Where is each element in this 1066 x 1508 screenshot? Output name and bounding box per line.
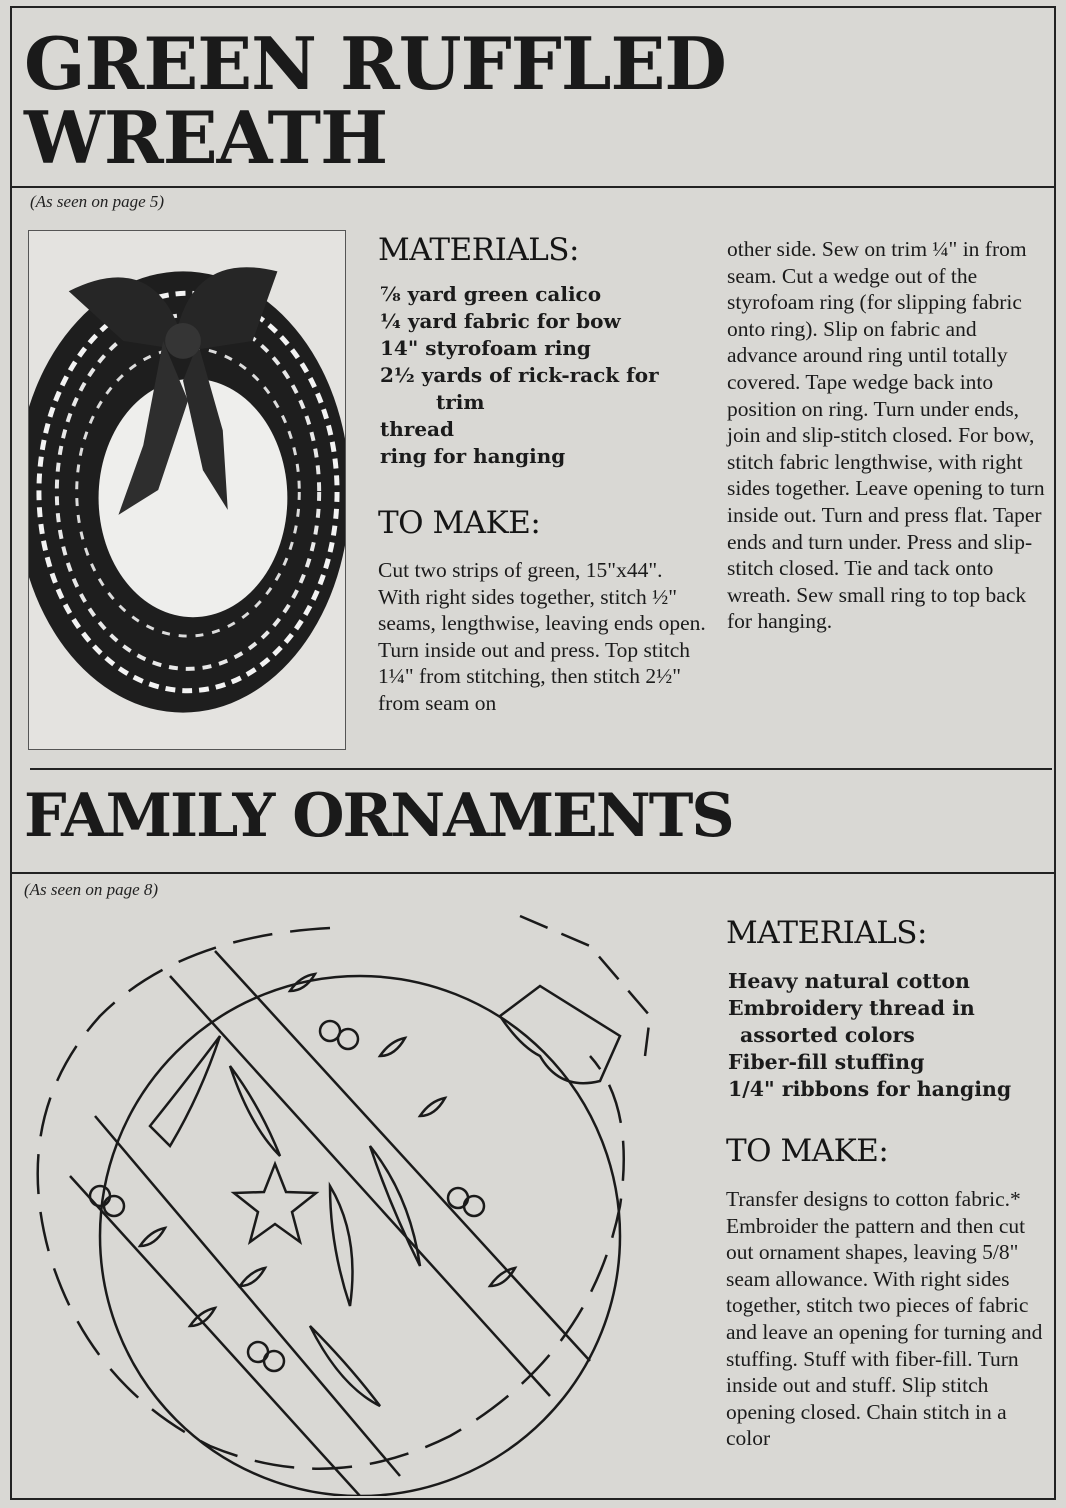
list-item: ring for hanging bbox=[380, 444, 566, 468]
ornaments-title: FAMILY ORNAMENTS bbox=[24, 781, 733, 851]
ornaments-materials-list bbox=[728, 968, 1048, 1103]
list-item: Embroidery thread in bbox=[728, 996, 975, 1020]
section-divider bbox=[30, 768, 1052, 770]
wreath-title-rule bbox=[10, 186, 1054, 188]
list-item: trim bbox=[436, 390, 485, 414]
ornaments-title-rule bbox=[10, 872, 1054, 874]
list-item: assorted colors bbox=[740, 1023, 915, 1047]
ornaments-materials-heading: MATERIALS: bbox=[726, 915, 927, 951]
wreath-page-reference: (As seen on page 5) bbox=[30, 192, 165, 211]
wreath-materials-list bbox=[380, 281, 710, 470]
list-item: 2½ yards of rick-rack for bbox=[380, 363, 659, 387]
list-item: ¼ yard fabric for bow bbox=[380, 309, 621, 333]
wreath-to-make-heading: TO MAKE: bbox=[378, 505, 541, 541]
wreath-title-line1: GREEN RUFFLED bbox=[24, 21, 726, 106]
list-item: Fiber-fill stuffing bbox=[728, 1050, 925, 1074]
wreath-instructions-column2: other side. Sew on trim ¼" in from seam. Cut a wedge out of the styrofoam ring (for slipping fabric onto ring). Slip on fabric and advance around ring until totally covered. Tape wedge back into position on ring. Turn under ends, join and slip-stitch closed. For bow, stitch fabric lengthwise, with right sides together. Leave opening to turn inside out. Turn and press flat. Taper ends and turn under. Press and slip-stitch closed. Tie and tack onto wreath. Sew small ring to top back for hanging. bbox=[727, 237, 1045, 634]
ornaments-to-make-heading: TO MAKE: bbox=[726, 1133, 889, 1169]
wreath-instructions-column1: Cut two strips of green, 15"x44". With right sides together, stitch ½" seams, lengthwise, leaving ends open. Turn inside out and press. Top stitch 1¼" from stitching, then stitch 2½" from seam on bbox=[378, 558, 706, 715]
ornament-pattern bbox=[30, 906, 670, 1496]
ornaments-page-reference: (As seen on page 8) bbox=[24, 880, 159, 899]
wreath-photo bbox=[28, 230, 346, 750]
list-item: Heavy natural cotton bbox=[728, 969, 970, 993]
list-item: ⅞ yard green calico bbox=[380, 282, 602, 306]
wreath-materials-heading: MATERIALS: bbox=[378, 232, 579, 268]
wreath-title-line2: WREATH bbox=[24, 95, 388, 180]
list-item: 1/4" ribbons for hanging bbox=[728, 1077, 1012, 1101]
ornament-pattern-drawing bbox=[30, 906, 670, 1496]
wreath-image bbox=[29, 231, 345, 749]
list-item: thread bbox=[380, 417, 454, 441]
ornaments-instructions: Transfer designs to cotton fabric.* Embroider the pattern and then cut out ornament shapes, leaving 5/8" seam allowance. With right sides together, stitch two pieces of fabric and leave an opening for turning and stuffing. Stuff with fiber-fill. Turn inside out and stuff. Slip stitch opening closed. Chain stitch in a color bbox=[726, 1187, 1043, 1451]
list-item: 14" styrofoam ring bbox=[380, 336, 591, 360]
